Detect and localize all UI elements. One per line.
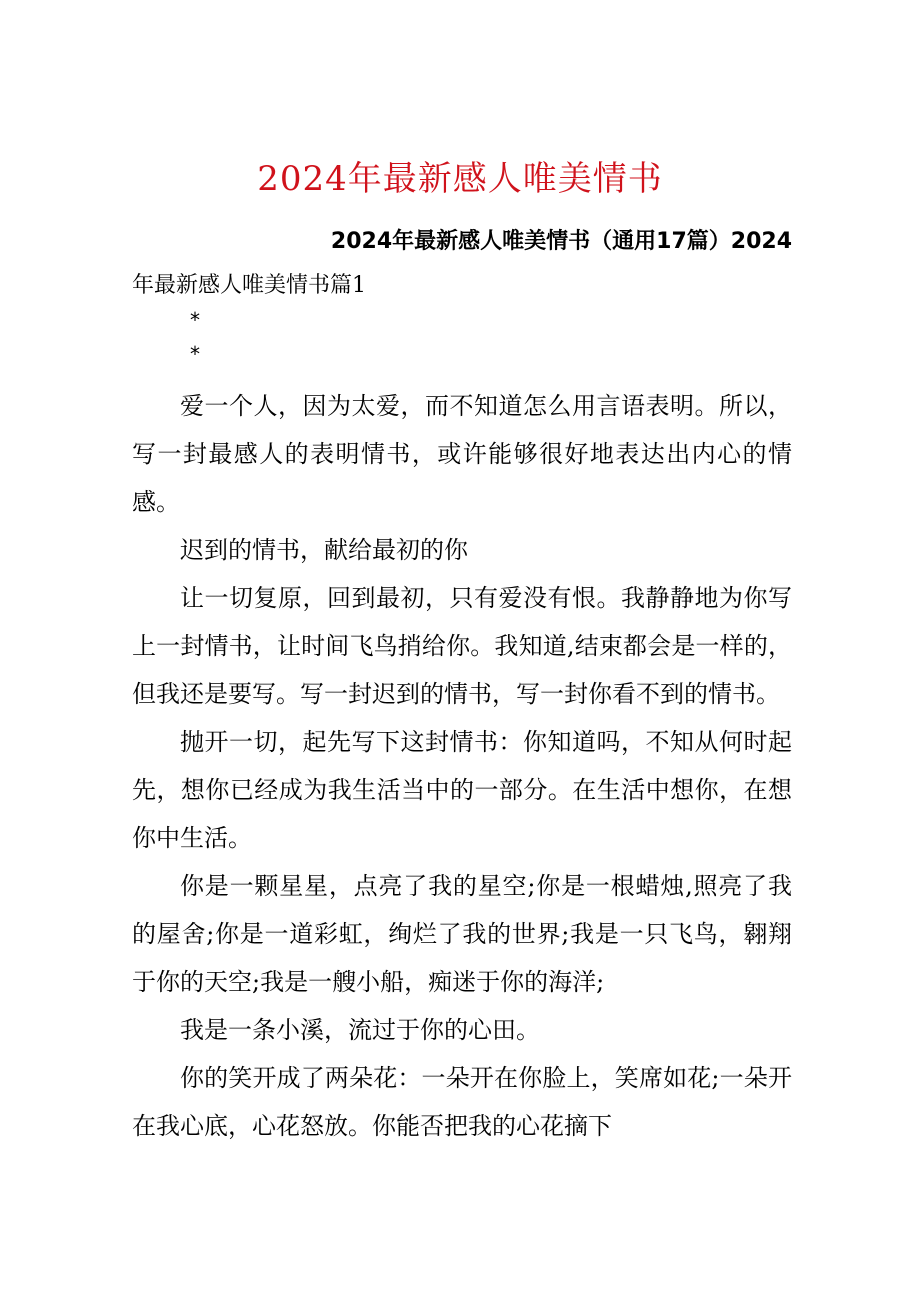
paragraph: 爱一个人，因为太爱，而不知道怎么用言语表明。所以，写一封最感人的表明情书，或许能够很好地表达出内心的情感。	[132, 392, 792, 516]
paragraph: 让一切复原，回到最初，只有爱没有恨。我静静地为你写上一封情书，让时间飞鸟捎给你。我知道,结束都会是一样的，但我还是要写。写一封迟到的情书，写一封你看不到的情书。	[132, 584, 792, 708]
subtitle-line-2: 年最新感人唯美情书篇1	[132, 273, 366, 298]
document-title: 2024年最新感人唯美情书	[257, 159, 663, 199]
star-marker: *	[190, 308, 200, 332]
document-body	[132, 382, 792, 1150]
paragraph: 迟到的情书，献给最初的你	[180, 536, 468, 564]
paragraph: 抛开一切，起先写下这封情书：你知道吗，不知从何时起先，想你已经成为我生活当中的一部分。在生活中想你，在想你中生活。	[132, 728, 792, 852]
paragraph: 你是一颗星星，点亮了我的星空;你是一根蜡烛,照亮了我的屋舍;你是一道彩虹，绚烂了我的世界;我是一只飞鸟，翱翔于你的天空;我是一艘小船，痴迷于你的海洋;	[132, 872, 792, 996]
paragraph: 我是一条小溪，流过于你的心田。	[180, 1016, 540, 1044]
star-marker: *	[190, 342, 200, 366]
subtitle-line-1: 2024年最新感人唯美情书（通用17篇）2024	[330, 229, 792, 254]
paragraph: 你的笑开成了两朵花：一朵开在你脸上，笑席如花;一朵开在我心底，心花怒放。你能否把我的心花摘下	[132, 1064, 792, 1140]
document-subtitle	[132, 220, 792, 308]
